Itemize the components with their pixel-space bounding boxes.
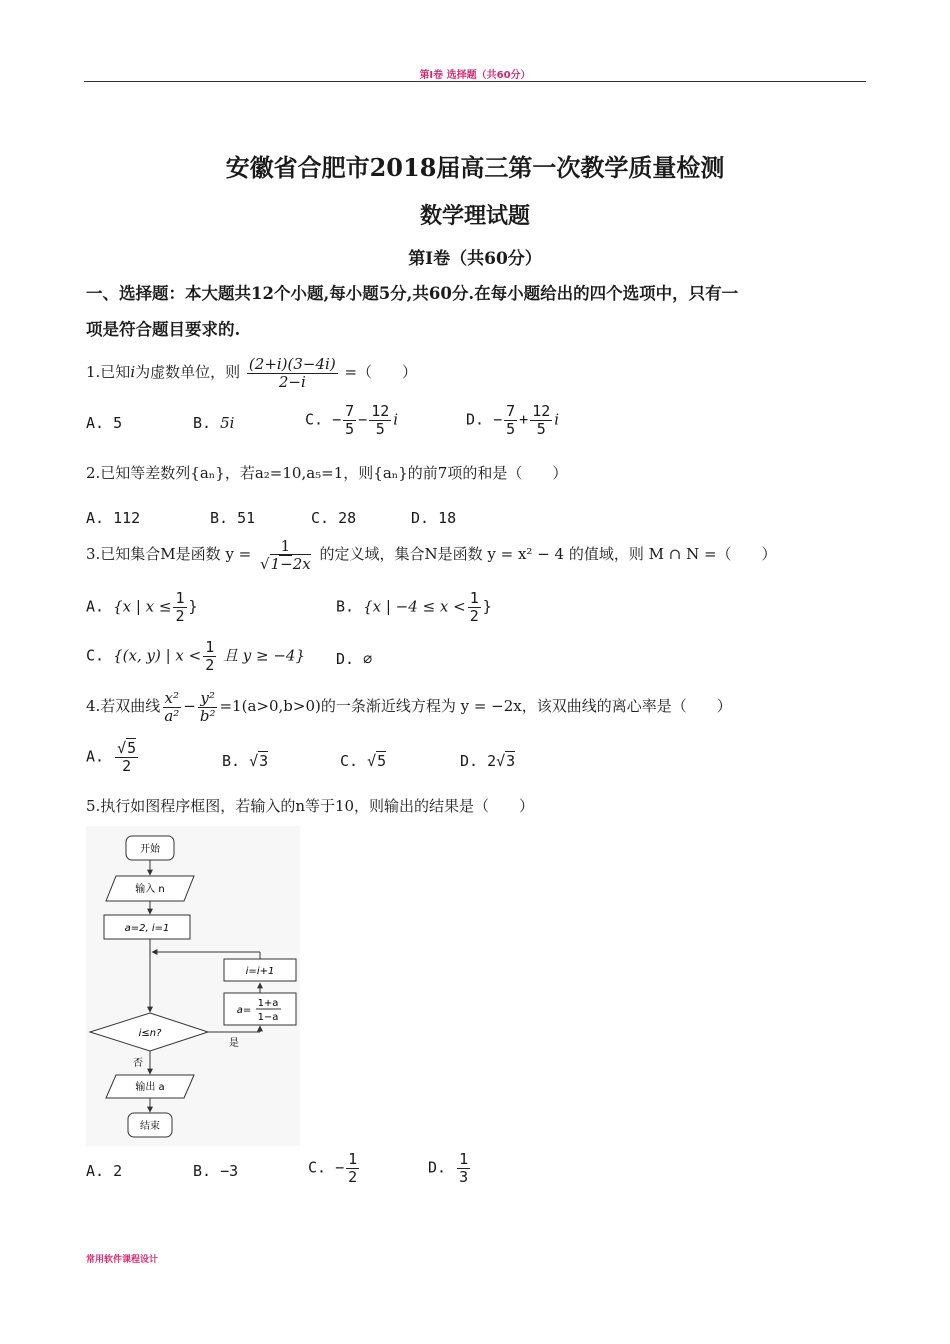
q1-option-b[interactable]: [193, 414, 234, 432]
q3-b-frac: [468, 590, 481, 624]
q5-option-d[interactable]: [428, 1151, 472, 1185]
q1-c-frac1-num: 7: [345, 402, 355, 420]
q1-mid: 为虚数单位，则: [135, 363, 241, 381]
question-5-stem: 5.执行如图程序框图，若输入的n等于10，则输出的结果是（ ）: [86, 797, 535, 815]
q4-frac1-den: a²: [164, 706, 180, 725]
question-2-stem: 2.已知等差数列{aₙ}，若a₂=10,a₅=1，则{aₙ}的前7项的和是（ ）: [86, 464, 568, 482]
q4-c-value: 5: [377, 752, 387, 770]
q1-suffix: =（ ）: [344, 363, 418, 381]
q4-b-label: B.: [222, 752, 241, 770]
page-footer: 常用软件课程设计: [86, 1255, 159, 1265]
q4-c-label: C.: [340, 752, 359, 770]
q5-c-frac: [346, 1151, 359, 1185]
q1-option-c[interactable]: C. − $\frac{7}{5}$ − $\frac{12}{5}$ i: [305, 402, 399, 438]
q4-option-c[interactable]: C. √5: [340, 752, 387, 770]
document-title: 安徽省合肥市2018届高三第一次教学质量检测: [225, 153, 725, 182]
q1-c-frac1-den: 5: [345, 419, 355, 438]
q2-option-c[interactable]: C. 28: [311, 509, 357, 527]
flowchart-assign-lhs: a=: [236, 1005, 252, 1016]
subject-title: 数学理试题: [419, 203, 530, 229]
q4-frac2-num: y²: [200, 689, 215, 707]
flowchart-init-label: a=2, i=1: [124, 923, 170, 934]
q4-a-num-wrap: √5: [117, 739, 137, 757]
q1-var: i: [130, 363, 136, 381]
q4-d-label: D.: [460, 752, 479, 770]
q1-a-value: 5: [113, 414, 123, 432]
q2-option-b[interactable]: B. 51: [210, 509, 256, 527]
q4-frac2: [198, 690, 218, 724]
q5-c-label: C.: [308, 1158, 327, 1177]
q5-c-den: 2: [348, 1167, 358, 1186]
q3-b-set: {x | −4 ≤ x <: [363, 597, 466, 616]
q5-b-value: −3: [220, 1162, 239, 1180]
q4-a-num: 5: [127, 739, 137, 757]
q3-c-den: 2: [205, 655, 215, 674]
page-header: 第Ⅰ卷 选择题（共60分）: [419, 70, 531, 81]
q1-option-a[interactable]: [86, 414, 122, 432]
flowchart-assign-den: 1−a: [257, 1012, 279, 1023]
q4-d-value: 3: [506, 752, 516, 770]
q3-a-close: }: [188, 597, 198, 616]
q1-frac-num: (2+i)(3−4i): [248, 355, 336, 373]
q4-mid: =1(a>0,b>0)的一条渐近线方程为 y = −2x，该双曲线的离心率是（ ）: [219, 697, 732, 715]
section-title: 第Ⅰ卷（共60分）: [408, 249, 542, 269]
flowchart-output-label: 输出 a: [135, 1082, 165, 1093]
q3-b-label: B.: [336, 597, 355, 616]
q3-c-num: 1: [205, 638, 215, 656]
q5-d-label: D.: [428, 1158, 447, 1177]
instructions-line-2: 项是符合题目要求的.: [86, 320, 241, 339]
q4-option-a[interactable]: [86, 740, 140, 774]
q1-frac-den: 2−i: [278, 372, 306, 391]
q3-a-num: 1: [175, 589, 185, 607]
q2-option-a[interactable]: A. 112: [86, 509, 141, 527]
q3-d-label: D.: [336, 650, 355, 668]
q3-c-frac: [203, 639, 216, 673]
q5-option-a[interactable]: [86, 1162, 122, 1180]
section-instructions: [86, 276, 876, 348]
q2-option-d[interactable]: D. 18: [411, 509, 457, 527]
q1-b-value: 5i: [220, 414, 235, 432]
q3-b-num: 1: [469, 589, 479, 607]
q1-c-frac2-num: 12: [371, 402, 390, 420]
q1-c-frac2: [369, 403, 391, 437]
q1-a-label: A.: [86, 414, 105, 432]
q5-a-value: 2: [113, 1162, 123, 1180]
q3-option-c[interactable]: [86, 639, 305, 673]
q5-option-b[interactable]: [193, 1162, 238, 1180]
q1-d-frac1-num: 7: [506, 402, 516, 420]
q5-c-num: 1: [348, 1150, 358, 1168]
q3-prefix: 3.已知集合M是函数 y =: [86, 545, 252, 563]
q1-b-label: B.: [193, 414, 212, 432]
q3-fraction: [258, 538, 313, 572]
instructions-line-1: 一、选择题：本大题共12个小题,每小题5分,共60分.在每小题给出的四个选项中，只有一: [86, 284, 739, 303]
q3-a-label: A.: [86, 597, 105, 616]
q1-c-frac2-den: 5: [375, 419, 385, 438]
q4-frac1: [162, 690, 181, 724]
q3-c-set: {(x, y) | x <: [113, 646, 202, 665]
q3-a-den: 2: [175, 606, 185, 625]
q4-option-b[interactable]: B. √3: [222, 752, 269, 770]
q4-prefix: 4.若双曲线: [86, 697, 161, 715]
q1-c-frac1: [343, 403, 356, 437]
q3-option-a[interactable]: [86, 590, 198, 624]
q4-a-den: 2: [122, 756, 132, 775]
question-4-stem: 4.若双曲线 $\frac{\text{x²}}{\text{a²}}$ − $\frac{\text{y²}}{\text{b²}}$ =1(a>0,b>0)的一条渐近线方程为 y = −2x，该双曲线的离心率是（ ）: [86, 689, 732, 725]
q4-a-frac: [115, 740, 138, 774]
q3-d-value: ∅: [363, 650, 373, 668]
q1-prefix: 1.已知: [86, 363, 131, 381]
q4-option-d[interactable]: D. 2√3: [460, 752, 516, 770]
q1-d-frac2: [530, 403, 552, 437]
flowchart-start-label: 开始: [140, 844, 160, 855]
q4-d-coef: 2: [487, 752, 497, 770]
q4-frac2-den: b²: [199, 706, 216, 725]
header-divider: [84, 81, 866, 82]
q5-d-num: 1: [459, 1150, 469, 1168]
q5-a-label: A.: [86, 1162, 105, 1180]
q5-d-den: 3: [459, 1167, 469, 1186]
q4-b-value: 3: [259, 752, 269, 770]
q5-d-frac: [457, 1151, 470, 1185]
question-3-stem: [86, 538, 777, 572]
q5-option-c[interactable]: C. − $\frac{1}{2}$: [308, 1150, 358, 1186]
q1-d-frac2-den: 5: [536, 419, 546, 438]
q3-frac-den-wrap: √1−2x: [260, 554, 311, 573]
q3-suffix: 的定义域，集合N是函数 y = x² − 4 的值域，则 M ∩ N =（ ）: [319, 545, 777, 563]
q1-d-frac1-den: 5: [506, 419, 516, 438]
flowchart-condition-label: i≤n?: [138, 1028, 162, 1039]
q3-b-den: 2: [469, 606, 479, 625]
q3-c-label: C.: [86, 646, 105, 665]
flowchart-no-label: 否: [133, 1058, 143, 1069]
flowchart-input-label: 输入 n: [135, 884, 165, 895]
q3-b-close: }: [482, 597, 492, 616]
q1-d-frac2-num: 12: [532, 402, 551, 420]
q4-frac1-num: x²: [164, 689, 180, 707]
q3-a-frac: [173, 590, 186, 624]
q3-frac-num: 1: [280, 537, 291, 555]
flowchart-assign-num: 1+a: [257, 998, 279, 1009]
flowchart-increment-label: i=i+1: [245, 966, 275, 977]
flowchart-end-label: 结束: [140, 1121, 160, 1132]
q3-option-d[interactable]: [336, 650, 372, 668]
q4-a-label: A.: [86, 747, 105, 766]
q3-a-set: {x | x ≤: [113, 597, 172, 616]
q1-option-d[interactable]: D. − $\frac{7}{5}$ + $\frac{12}{5}$ i: [466, 402, 560, 438]
q1-d-label: D.: [466, 410, 485, 429]
q1-fraction: [247, 356, 338, 390]
q5-b-label: B.: [193, 1162, 212, 1180]
q3-option-b[interactable]: [336, 590, 492, 624]
q1-d-frac1: [504, 403, 517, 437]
flowchart-yes-label: 是: [229, 1038, 239, 1049]
question-1-stem: [86, 356, 417, 390]
program-flowchart: [86, 826, 300, 1146]
q3-frac-den: 1−2x: [270, 554, 311, 573]
q1-c-label: C.: [305, 410, 324, 429]
q3-c-tail: 且 y ≥ −4}: [218, 646, 306, 665]
